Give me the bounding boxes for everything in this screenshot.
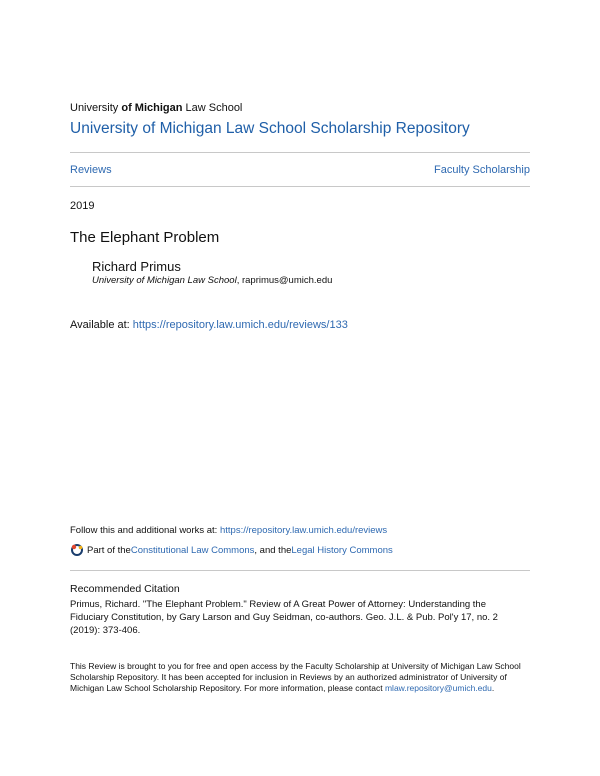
part-of-line: Part of the Constitutional Law Commons , and the Legal History Commons bbox=[70, 543, 393, 557]
repository-title-link[interactable]: University of Michigan Law School Scholarship Repository bbox=[70, 120, 470, 137]
article-title: The Elephant Problem bbox=[70, 229, 220, 246]
constitutional-law-commons-link[interactable]: Constitutional Law Commons bbox=[130, 544, 255, 556]
institution-name: University of Michigan Law School bbox=[70, 102, 243, 114]
bepress-commons-icon bbox=[70, 543, 84, 557]
divider-top bbox=[70, 152, 530, 153]
follow-line: Follow this and additional works at: https://repository.law.umich.edu/reviews bbox=[70, 525, 388, 536]
legal-history-commons-link[interactable]: Legal History Commons bbox=[291, 544, 393, 556]
author-name: Richard Primus bbox=[92, 259, 181, 274]
article-url-link[interactable]: https://repository.law.umich.edu/reviews/133 bbox=[132, 319, 348, 331]
recommended-citation-heading: Recommended Citation bbox=[70, 583, 180, 595]
available-at: Available at: https://repository.law.umich.edu/reviews/133 bbox=[70, 319, 348, 331]
author-affiliation: University of Michigan Law School, raprimus@umich.edu bbox=[92, 275, 333, 286]
publication-year: 2019 bbox=[70, 200, 95, 212]
reviews-url-link[interactable]: https://repository.law.umich.edu/reviews bbox=[219, 525, 388, 536]
citation-text: Primus, Richard. "The Elephant Problem." Review of A Great Power of Attorney: Understanding the Fiduciary Constitution, by Gary Larson and Guy Seidman, co-authors. Geo. J.L. & Pub. Pol'y 17, no. 2 (2019): 373-406. bbox=[70, 599, 498, 636]
contact-email-link[interactable]: mlaw.repository@umich.edu bbox=[384, 683, 492, 693]
divider-citation bbox=[70, 570, 530, 571]
reviews-link[interactable]: Reviews bbox=[70, 164, 112, 176]
divider-nav bbox=[70, 186, 530, 187]
faculty-scholarship-link[interactable]: Faculty Scholarship bbox=[434, 164, 530, 176]
access-notice: This Review is brought to you for free and open access by the Faculty Scholarship at University of Michigan Law School Scholarship Repository. It has been accepted for inclusion in Reviews by an authorized administrator of University of Michigan Law School Scholarship Repository. For more information, please contact mlaw.repository@umich.edu. bbox=[70, 661, 521, 693]
